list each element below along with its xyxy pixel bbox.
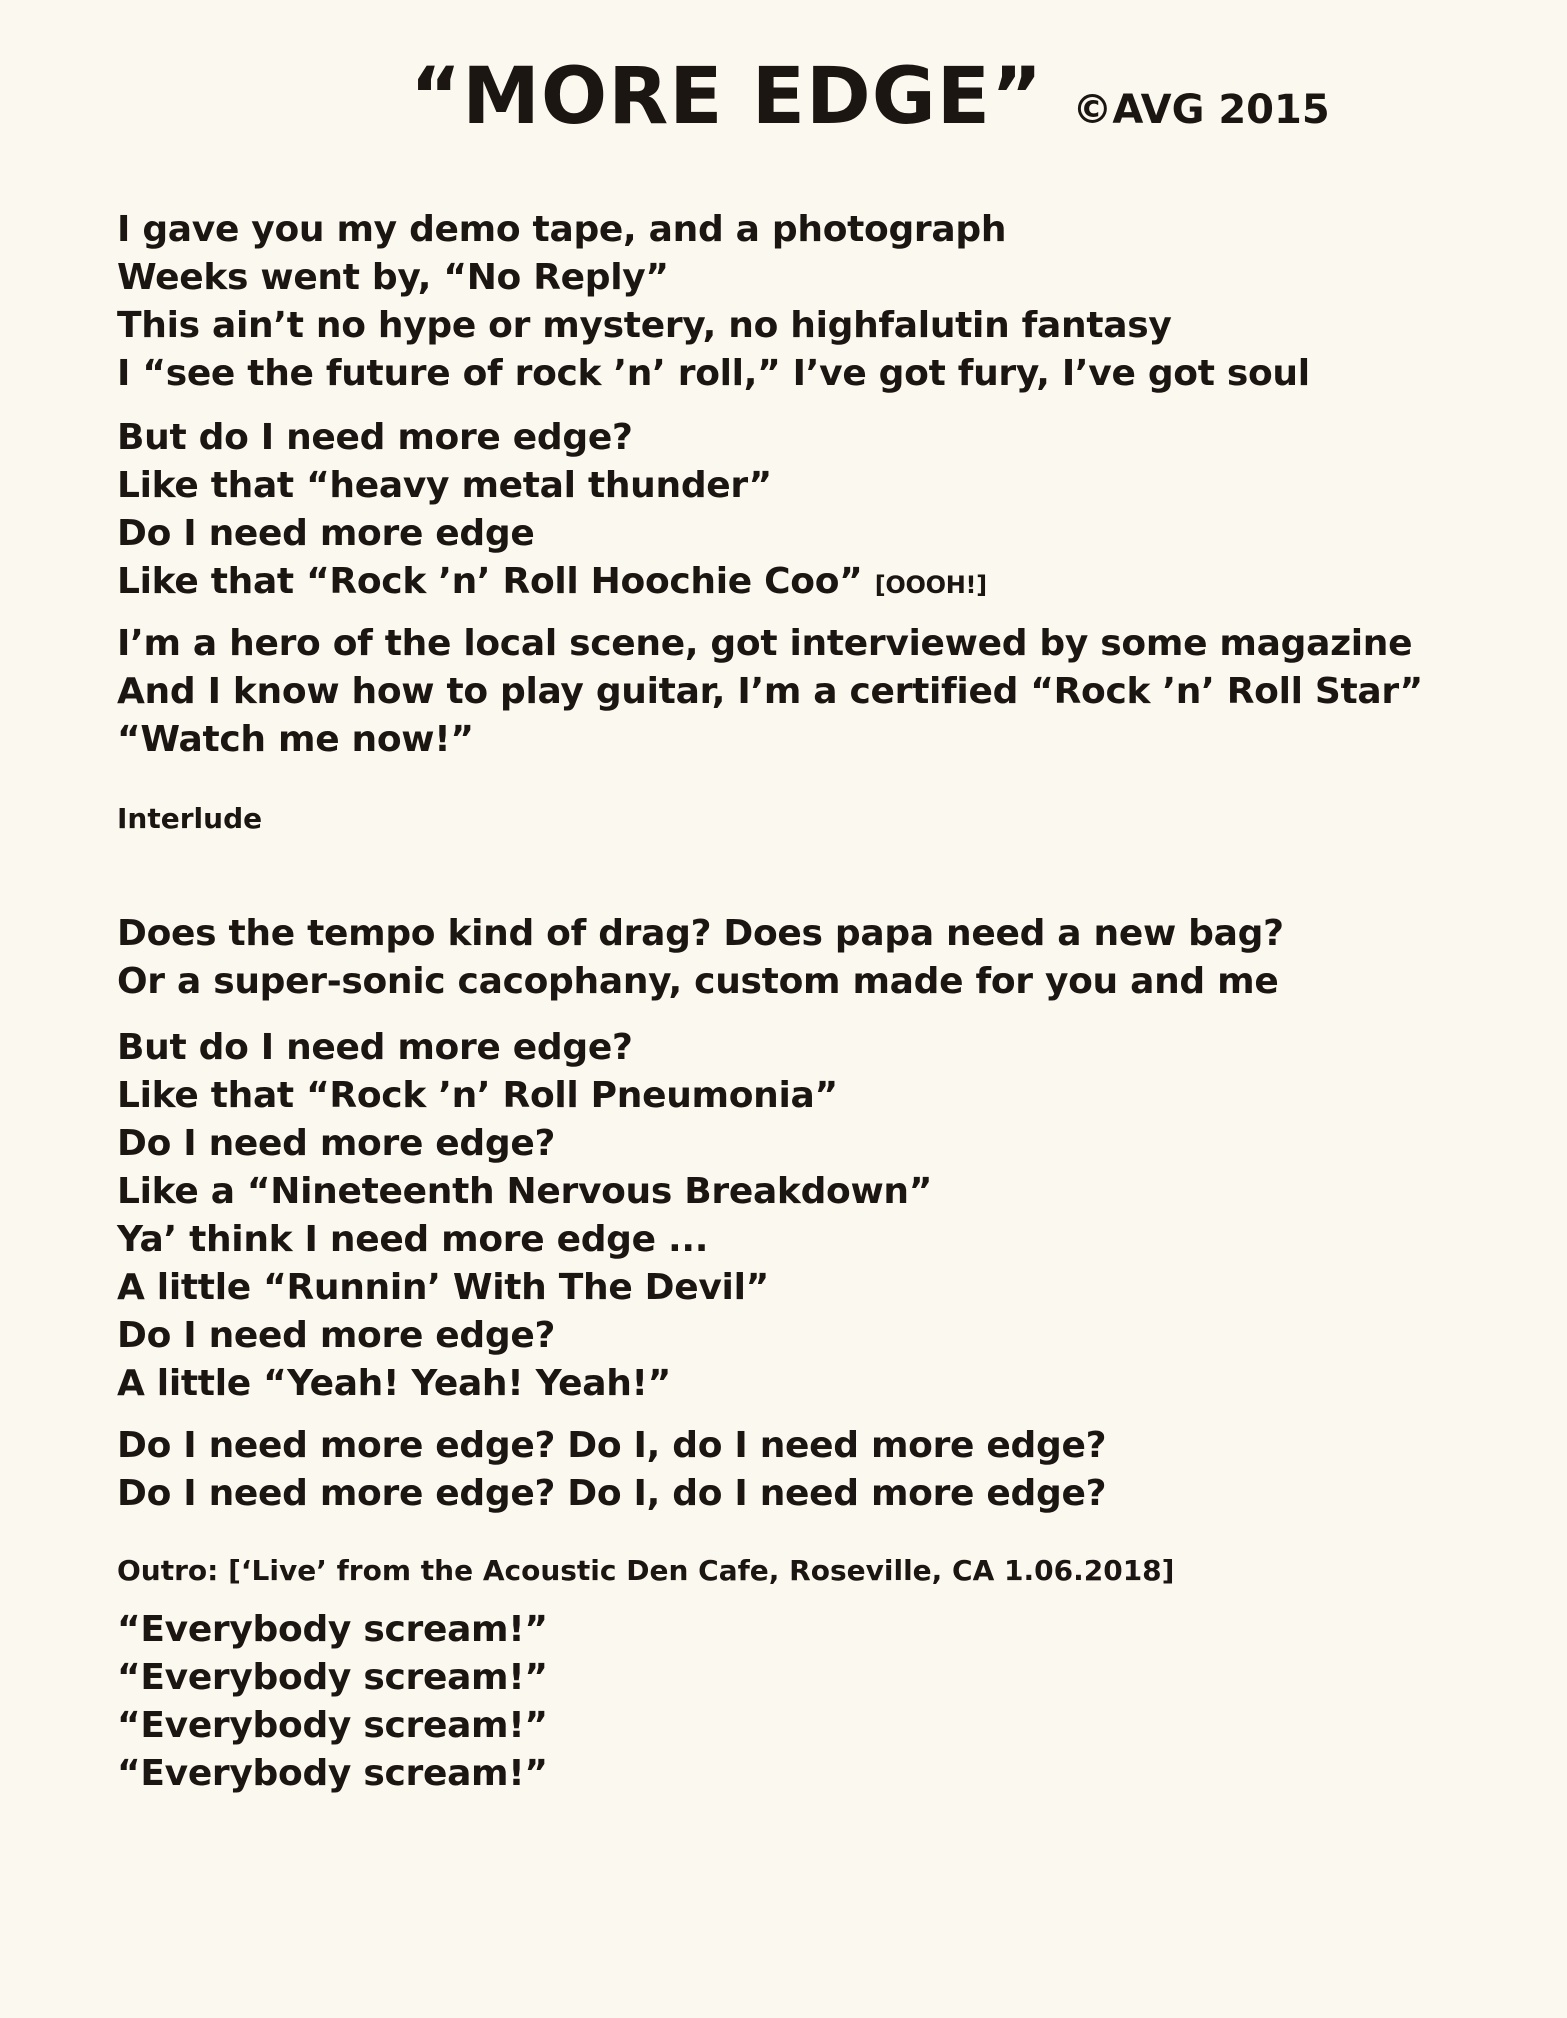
song-title: “MORE EDGE” bbox=[410, 52, 1044, 142]
title-row bbox=[410, 52, 1510, 142]
lyric-line: “Everybody scream!” bbox=[117, 1657, 548, 1698]
interlude-section bbox=[117, 800, 1537, 838]
outro bbox=[117, 1606, 1537, 1798]
verse-1 bbox=[117, 206, 1537, 398]
lyric-line: A little “Runnin’ With The Devil” bbox=[117, 1267, 769, 1308]
verse-2 bbox=[117, 620, 1537, 764]
lyric-line: I gave you my demo tape, and a photograph bbox=[117, 209, 1007, 250]
lyric-line: Do I need more edge? bbox=[117, 1315, 556, 1356]
lyric-line bbox=[117, 558, 1537, 606]
lyric-line: This ain’t no hype or mystery, no highfalutin fantasy bbox=[117, 305, 1172, 346]
lyric-line: “Everybody scream!” bbox=[117, 1753, 548, 1794]
lyric-line: “Everybody scream!” bbox=[117, 1705, 548, 1746]
lyric-line: But do I need more edge? bbox=[117, 1027, 633, 1068]
vocal-tag: [OOOH!] bbox=[874, 571, 987, 599]
refrain bbox=[117, 1422, 1537, 1518]
lyric-line: Or a super-sonic cacophany, custom made for you and me bbox=[117, 961, 1279, 1002]
chorus-1 bbox=[117, 414, 1537, 606]
lyric-line: A little “Yeah! Yeah! Yeah!” bbox=[117, 1363, 671, 1404]
lyric-line: “Watch me now!” bbox=[117, 719, 474, 760]
lyric-line: Do I need more edge? Do I, do I need more edge? bbox=[117, 1425, 1107, 1466]
lyric-line: And I know how to play guitar, I’m a certified “Rock ’n’ Roll Star” bbox=[117, 671, 1423, 712]
verse-3 bbox=[117, 910, 1537, 1006]
lyric-line: “Everybody scream!” bbox=[117, 1609, 548, 1650]
lyric-line: But do I need more edge? bbox=[117, 417, 633, 458]
lyric-line: Ya’ think I need more edge ... bbox=[117, 1219, 709, 1260]
lyric-line: Does the tempo kind of drag? Does papa need a new bag? bbox=[117, 913, 1284, 954]
lyric-line: I’m a hero of the local scene, got interviewed by some magazine bbox=[117, 623, 1413, 664]
copyright-notice: ©AVG 2015 bbox=[1072, 87, 1330, 133]
lyric-text: Like that “Rock ’n’ Roll Hoochie Coo” bbox=[117, 561, 863, 602]
lyric-line: Like that “Rock ’n’ Roll Pneumonia” bbox=[117, 1075, 838, 1116]
lyric-line: Do I need more edge? bbox=[117, 1123, 556, 1164]
lyric-line: Do I need more edge bbox=[117, 513, 535, 554]
interlude-label: Interlude bbox=[117, 802, 263, 835]
lyric-line: Like that “heavy metal thunder” bbox=[117, 465, 772, 506]
chorus-2 bbox=[117, 1024, 1537, 1408]
outro-heading bbox=[117, 1552, 1537, 1590]
lyric-line: Like a “Nineteenth Nervous Breakdown” bbox=[117, 1171, 933, 1212]
lyric-line: I “see the future of rock ’n’ roll,” I’ve got fury, I’ve got soul bbox=[117, 353, 1310, 394]
lyric-line: Weeks went by, “No Reply” bbox=[117, 257, 669, 298]
lyric-line: Do I need more edge? Do I, do I need more edge? bbox=[117, 1473, 1107, 1514]
outro-label: Outro: [‘Live’ from the Acoustic Den Cafe, Roseville, CA 1.06.2018] bbox=[117, 1554, 1175, 1587]
